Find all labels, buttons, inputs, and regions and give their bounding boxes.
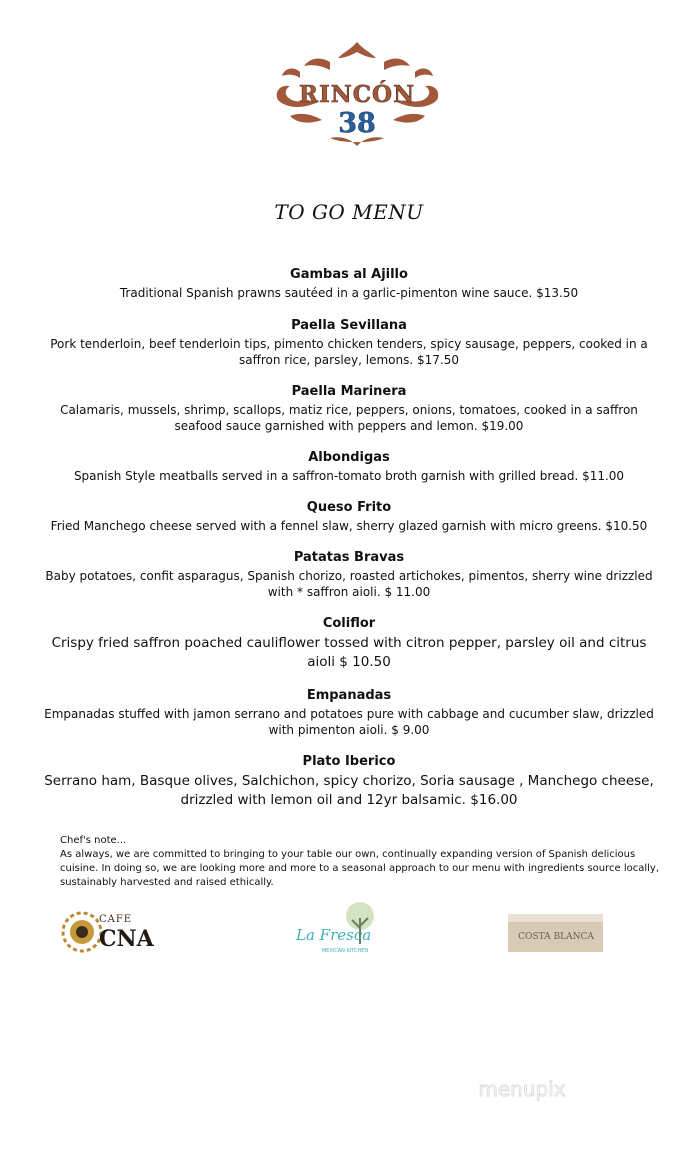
menu-item xyxy=(40,449,658,484)
item-name: Patatas Bravas xyxy=(293,550,405,565)
cafe-big-text: CNA xyxy=(99,926,154,952)
menu-item xyxy=(40,615,658,672)
watermark-text: menupix xyxy=(478,1077,566,1101)
item-name: Queso Frito xyxy=(306,500,392,515)
item-description: Calamaris, mussels, shrimp, scallops, matiz rice, peppers, onions, tomatoes, cooked in a saffron seafood sauce garnished with peppers and lemon. $19.00 xyxy=(60,403,638,433)
menu-item xyxy=(40,499,658,534)
menu-item xyxy=(40,266,658,301)
item-description: Baby potatoes, confit asparagus, Spanish chorizo, roasted artichokes, pimentos, sherry wine drizzled with * saffron aioli. $ 11.00 xyxy=(45,569,653,599)
menu-item xyxy=(40,687,658,738)
menu-item xyxy=(40,383,658,434)
item-description: Pork tenderloin, beef tenderloin tips, pimento chicken tenders, spicy sausage, peppers, cooked in a saffron rice, parsley, lemons. $17.50 xyxy=(50,337,648,367)
logo-number-text: 38 xyxy=(338,108,376,139)
la-fresca-text: La Fresca xyxy=(296,926,372,944)
menu-item xyxy=(40,753,658,810)
logo-name-text: RINCÓN xyxy=(298,81,416,108)
item-name: Gambas al Ajillo xyxy=(290,267,408,282)
cafe-small-text: CAFE xyxy=(99,914,133,925)
chefs-note xyxy=(60,834,660,890)
item-description: Fried Manchego cheese served with a fennel slaw, sherry glazed garnish with micro greens. $10.50 xyxy=(50,519,648,533)
cafe-ocna-logo xyxy=(63,913,155,952)
item-name: Coliflor xyxy=(322,616,376,631)
menu-item xyxy=(40,549,658,600)
costa-blanca-logo xyxy=(508,914,603,952)
menupix-watermark xyxy=(462,1068,582,1108)
partner-logos xyxy=(0,900,698,970)
item-description: Empanadas stuffed with jamon serrano and potatoes pure with cabbage and cucumber slaw, drizzled with pimenton aioli. $ 9.00 xyxy=(44,707,654,737)
menu-items xyxy=(40,266,658,810)
chefs-note-text: As always, we are committed to bringing to your table our own, continually expanding version of Spanish delicious cuisine. In doing so, we are looking more and more to a seasonal approach to our menu with ingredients source locally, sustainably harvested and raised ethically. xyxy=(60,849,660,888)
chefs-note-heading: Chef's note... xyxy=(60,835,127,846)
item-name: Empanadas xyxy=(306,688,392,703)
item-description: Crispy fried saffron poached cauliflower tossed with citron pepper, parsley oil and citrus aioli $ 10.50 xyxy=(51,635,647,670)
item-description: Traditional Spanish prawns sautéed in a garlic-pimenton wine sauce. $13.50 xyxy=(119,286,579,300)
item-name: Paella Sevillana xyxy=(291,318,407,333)
menu-item xyxy=(40,317,658,368)
costa-blanca-text: COSTA BLANCA xyxy=(518,932,594,942)
la-fresca-logo xyxy=(295,902,374,954)
la-fresca-subtitle: MEXICAN KITCHEN xyxy=(321,948,369,954)
item-name: Plato Iberico xyxy=(302,754,396,769)
menu-title: TO GO MENU xyxy=(274,200,424,224)
restaurant-logo xyxy=(270,38,445,148)
item-name: Paella Marinera xyxy=(291,384,407,399)
item-description: Spanish Style meatballs served in a saffron-tomato broth garnish with grilled bread. $11.00 xyxy=(73,469,625,483)
item-name: Albondigas xyxy=(308,450,390,465)
item-description: Serrano ham, Basque olives, Salchichon, spicy chorizo, Soria sausage , Manchego cheese, drizzled with lemon oil and 12yr balsamic. $16.00 xyxy=(44,773,654,808)
